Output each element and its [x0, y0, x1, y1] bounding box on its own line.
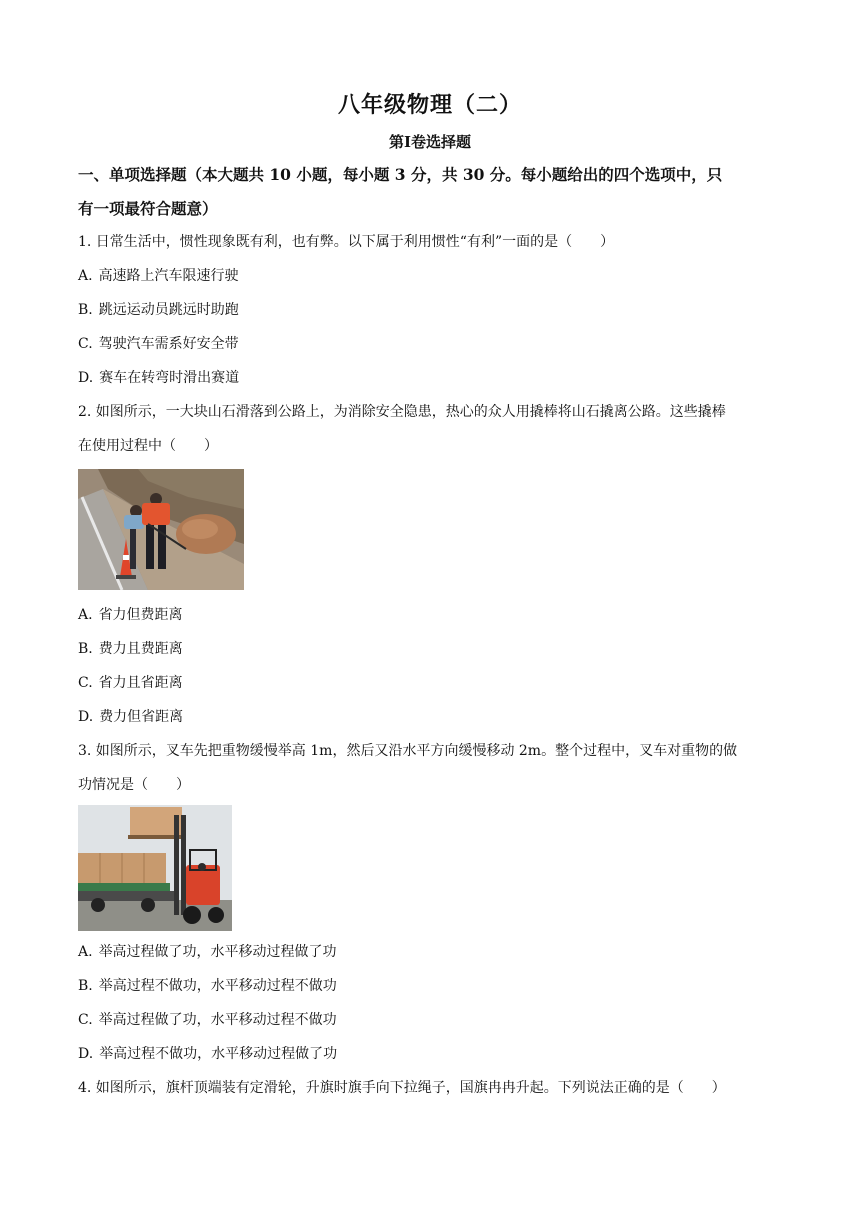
question-1-option-b: [78, 300, 790, 320]
option-text: 举高过程做了功，水平移动过程做了功: [98, 944, 337, 960]
option-label: A.: [78, 607, 93, 623]
option-label: C.: [78, 675, 93, 691]
question-2-option-c: [78, 673, 790, 693]
option-text: 举高过程不做功，水平移动过程做了功: [99, 1046, 338, 1062]
question-1-stem: 1. 日常生活中，惯性现象既有利，也有弊。以下属于利用惯性“有利”一面的是（ ）: [78, 234, 615, 250]
option-text: 费力但省距离: [99, 709, 184, 725]
question-3-stem-line-1: 3. 如图所示，叉车先把重物缓慢举高 1m，然后又沿水平方向缓慢移动 2m。整个过程中，叉车对重物的做: [78, 743, 738, 759]
option-text: 举高过程不做功，水平移动过程不做功: [98, 978, 337, 994]
question-3-option-c: [78, 1010, 790, 1030]
question-2-option-a: [78, 605, 790, 625]
section-title: 第Ⅰ卷选择题: [388, 133, 472, 151]
section-heading-line-1: 一、单项选择题（本大题共 10 小题，每小题 3 分，共 30 分。每小题给出的四个选项中，只: [78, 165, 723, 184]
question-3-stem-line-2: 功情况是（ ）: [78, 777, 190, 793]
option-label: B.: [78, 302, 93, 318]
option-label: A.: [78, 944, 93, 960]
option-label: C.: [78, 1012, 93, 1028]
option-text: 高速路上汽车限速行驶: [98, 268, 239, 284]
option-text: 省力但费距离: [98, 607, 183, 623]
question-2-stem-line-2: 在使用过程中（ ）: [78, 438, 218, 454]
question-1-option-a: [78, 266, 790, 286]
question-1-option-c: [78, 334, 790, 354]
option-text: 费力且费距离: [98, 641, 183, 657]
question-3-option-d: [78, 1044, 790, 1064]
question-4-stem: 4. 如图所示，旗杆顶端装有定滑轮，升旗时旗手向下拉绳子，国旗冉冉升起。下列说法正确的是（ ）: [78, 1080, 726, 1096]
option-label: B.: [78, 641, 93, 657]
question-2-option-b: [78, 639, 790, 659]
question-3-option-a: [78, 942, 790, 962]
crowbar-rock-photo: [78, 469, 244, 590]
option-text: 举高过程做了功，水平移动过程不做功: [98, 1012, 337, 1028]
forklift-photo: [78, 805, 232, 931]
option-label: D.: [78, 370, 94, 386]
question-2-stem-line-1: 2. 如图所示，一大块山石滑落到公路上，为消除安全隐患，热心的众人用撬棒将山石撬离公路。这些撬棒: [78, 404, 726, 420]
option-text: 赛车在转弯时滑出赛道: [99, 370, 240, 386]
option-label: C.: [78, 336, 93, 352]
question-1-option-d: [78, 368, 790, 388]
option-label: B.: [78, 978, 93, 994]
option-text: 跳远运动员跳远时助跑: [98, 302, 239, 318]
option-label: A.: [78, 268, 93, 284]
option-text: 驾驶汽车需系好安全带: [98, 336, 239, 352]
option-label: D.: [78, 1046, 94, 1062]
question-3-option-b: [78, 976, 790, 996]
page-title: 八年级物理（二）: [337, 92, 522, 118]
option-text: 省力且省距离: [98, 675, 183, 691]
question-2-option-d: [78, 707, 790, 727]
section-heading-line-2: 有一项最符合题意）: [78, 199, 218, 218]
option-label: D.: [78, 709, 94, 725]
